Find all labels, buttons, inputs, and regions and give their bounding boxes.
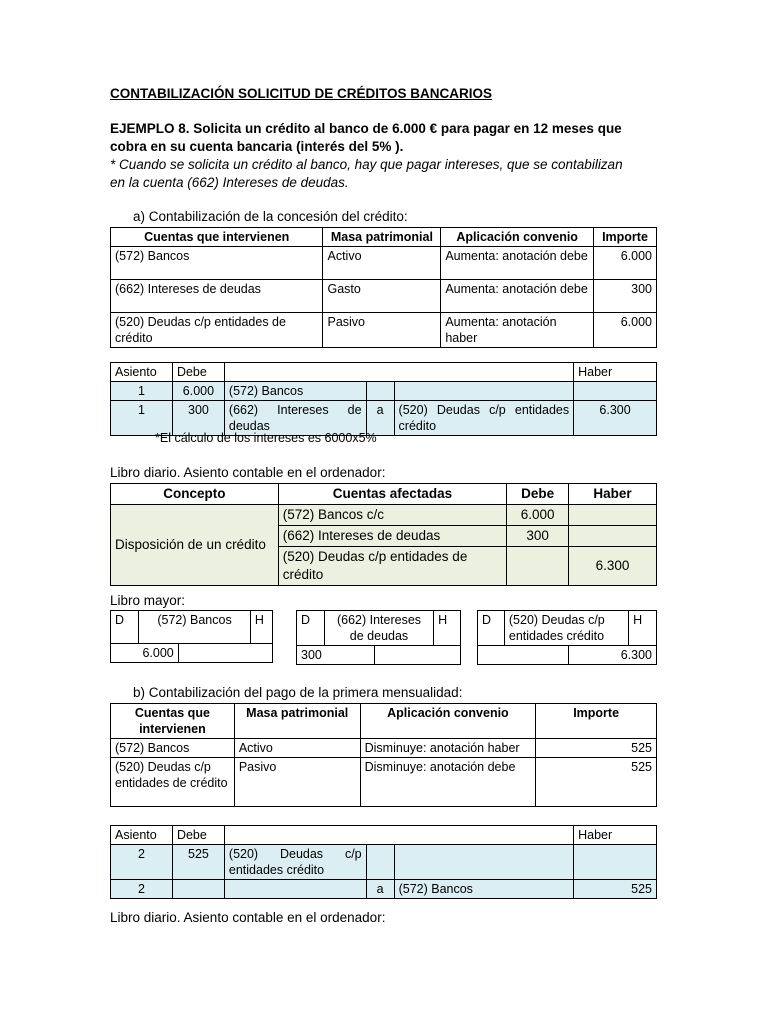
t-account-d: D [297, 611, 325, 646]
asiento-number: 1 [111, 401, 173, 436]
section-b-accounts-table [110, 703, 657, 807]
calc-note: *El cálculo de los intereses es 6000x5% [155, 431, 377, 445]
example-note-1: * Cuando se solicita un crédito al banco, hay que pagar intereses, que se contabilizan [110, 157, 623, 172]
table-row [111, 758, 657, 807]
header-empty [224, 363, 573, 382]
t-account-haber [374, 646, 460, 665]
asiento-cuenta-haber [394, 845, 574, 880]
section-a-accounts-table [110, 227, 657, 348]
header-asiento: Asiento [111, 363, 173, 382]
libro-diario-table [110, 483, 657, 586]
diario-cuenta: (572) Bancos c/c [278, 505, 506, 526]
cell-cuenta: (572) Bancos [111, 739, 235, 758]
header-debe: Debe [172, 826, 224, 845]
header-haber: Haber [569, 484, 657, 505]
asiento-cuenta-haber: (520) Deudas c/p entidades crédito [394, 401, 574, 436]
header-cuentas: Cuentas que intervienen [111, 228, 323, 247]
t-account-deudas [477, 610, 657, 665]
asiento-haber [574, 845, 657, 880]
diario-label-b: Libro diario. Asiento contable en el ordenador: [110, 910, 386, 925]
header-debe: Debe [507, 484, 569, 505]
cell-masa: Activo [323, 247, 441, 280]
asiento-number: 1 [111, 382, 173, 401]
diario-row [111, 505, 657, 526]
asiento-debe: 300 [172, 401, 224, 436]
asiento-haber: 525 [574, 880, 657, 899]
header-masa: Masa patrimonial [234, 704, 360, 739]
header-aplicacion: Aplicación convenio [360, 704, 536, 739]
asiento-haber [574, 382, 657, 401]
diario-label: Libro diario. Asiento contable en el ordenador: [110, 465, 386, 480]
asiento-row [111, 382, 657, 401]
asiento-a [366, 845, 394, 880]
header-concepto: Concepto [111, 484, 279, 505]
example-line-1: EJEMPLO 8. Solicita un crédito al banco de 6.000 € para pagar en 12 meses que [110, 121, 622, 136]
t-account-intereses [296, 610, 461, 665]
header-importe: Importe [536, 704, 657, 739]
cell-cuenta: (520) Deudas c/p entidades de crédito [111, 758, 235, 807]
cell-aplicacion: Disminuye: anotación debe [360, 758, 536, 807]
section-a-heading: a) Contabilización de la concesión del crédito: [133, 209, 408, 224]
example-note-2: en la cuenta (662) Intereses de deudas. [110, 175, 349, 190]
cell-importe: 6.000 [594, 247, 657, 280]
cell-masa: Activo [234, 739, 360, 758]
t-account-name: (520) Deudas c/p entidades crédito [504, 611, 628, 646]
mayor-label: Libro mayor: [110, 593, 186, 608]
asiento-row [111, 880, 657, 899]
diario-concepto: Disposición de un crédito [111, 505, 279, 586]
asiento-debe: 6.000 [172, 382, 224, 401]
table-row [111, 739, 657, 758]
cell-cuenta: (572) Bancos [111, 247, 323, 280]
section-b-heading: b) Contabilización del pago de la primera mensualidad: [133, 685, 463, 700]
cell-importe: 525 [536, 758, 657, 807]
diario-debe [507, 547, 569, 586]
asiento-a: a [366, 401, 394, 436]
asiento-header-row [111, 826, 657, 845]
diario-cuenta: (662) Intereses de deudas [278, 526, 506, 547]
asiento-number: 2 [111, 845, 173, 880]
cell-masa: Pasivo [323, 313, 441, 348]
cell-importe: 300 [594, 280, 657, 313]
header-aplicacion: Aplicación convenio [441, 228, 594, 247]
t-account-debe: 6.000 [111, 644, 179, 663]
cell-aplicacion: Aumenta: anotación debe [441, 247, 594, 280]
section-b-asiento-table [110, 825, 657, 899]
asiento-cuenta-debe: (520) Deudas c/p entidades crédito [224, 845, 366, 880]
t-account-name: (572) Bancos [139, 611, 251, 644]
cell-aplicacion: Aumenta: anotación haber [441, 313, 594, 348]
t-account-h: H [434, 611, 461, 646]
header-haber: Haber [574, 363, 657, 382]
diario-haber [569, 505, 657, 526]
asiento-cuenta-haber [394, 382, 574, 401]
header-masa: Masa patrimonial [323, 228, 441, 247]
t-account-bancos [110, 610, 273, 663]
table-row [111, 313, 657, 348]
header-debe: Debe [172, 363, 224, 382]
asiento-row [111, 845, 657, 880]
asiento-cuenta-debe: (572) Bancos [224, 382, 366, 401]
example-line-2: cobra en su cuenta bancaria (interés del 5% ). [110, 139, 404, 154]
diario-debe: 300 [507, 526, 569, 547]
t-account-h: H [250, 611, 272, 644]
cell-importe: 6.000 [594, 313, 657, 348]
cell-aplicacion: Aumenta: anotación debe [441, 280, 594, 313]
t-account-name: (662) Intereses de deudas [324, 611, 433, 646]
document-title: CONTABILIZACIÓN SOLICITUD DE CRÉDITOS BANCARIOS [110, 86, 493, 101]
diario-haber: 6.300 [569, 547, 657, 586]
t-account-h: H [629, 611, 657, 646]
diario-haber [569, 526, 657, 547]
table-row [111, 247, 657, 280]
asiento-a: a [366, 880, 394, 899]
cell-importe: 525 [536, 739, 657, 758]
header-cuentas: Cuentas que intervienen [111, 704, 235, 739]
diario-debe: 6.000 [507, 505, 569, 526]
asiento-cuenta-debe: (662) Intereses de deudas [224, 401, 366, 436]
section-a-asiento-table [110, 362, 657, 436]
t-account-haber: 6.300 [569, 646, 657, 665]
table-header-row [111, 704, 657, 739]
diario-cuenta: (520) Deudas c/p entidades de crédito [278, 547, 506, 586]
header-empty [224, 826, 573, 845]
cell-cuenta: (520) Deudas c/p entidades de crédito [111, 313, 323, 348]
asiento-debe: 525 [172, 845, 224, 880]
header-asiento: Asiento [111, 826, 173, 845]
t-account-d: D [111, 611, 139, 644]
cell-cuenta: (662) Intereses de deudas [111, 280, 323, 313]
cell-masa: Gasto [323, 280, 441, 313]
header-importe: Importe [594, 228, 657, 247]
table-row [111, 280, 657, 313]
cell-masa: Pasivo [234, 758, 360, 807]
t-account-d: D [478, 611, 505, 646]
t-account-haber [178, 644, 272, 663]
asiento-debe [172, 880, 224, 899]
table-header-row [111, 228, 657, 247]
asiento-number: 2 [111, 880, 173, 899]
cell-aplicacion: Disminuye: anotación haber [360, 739, 536, 758]
asiento-haber: 6.300 [574, 401, 657, 436]
header-cuentas-afectadas: Cuentas afectadas [278, 484, 506, 505]
asiento-cuenta-haber: (572) Bancos [394, 880, 574, 899]
diario-header-row [111, 484, 657, 505]
asiento-cuenta-debe [224, 880, 366, 899]
header-haber: Haber [574, 826, 657, 845]
asiento-header-row [111, 363, 657, 382]
asiento-a [366, 382, 394, 401]
t-account-debe [478, 646, 569, 665]
t-account-debe: 300 [297, 646, 375, 665]
